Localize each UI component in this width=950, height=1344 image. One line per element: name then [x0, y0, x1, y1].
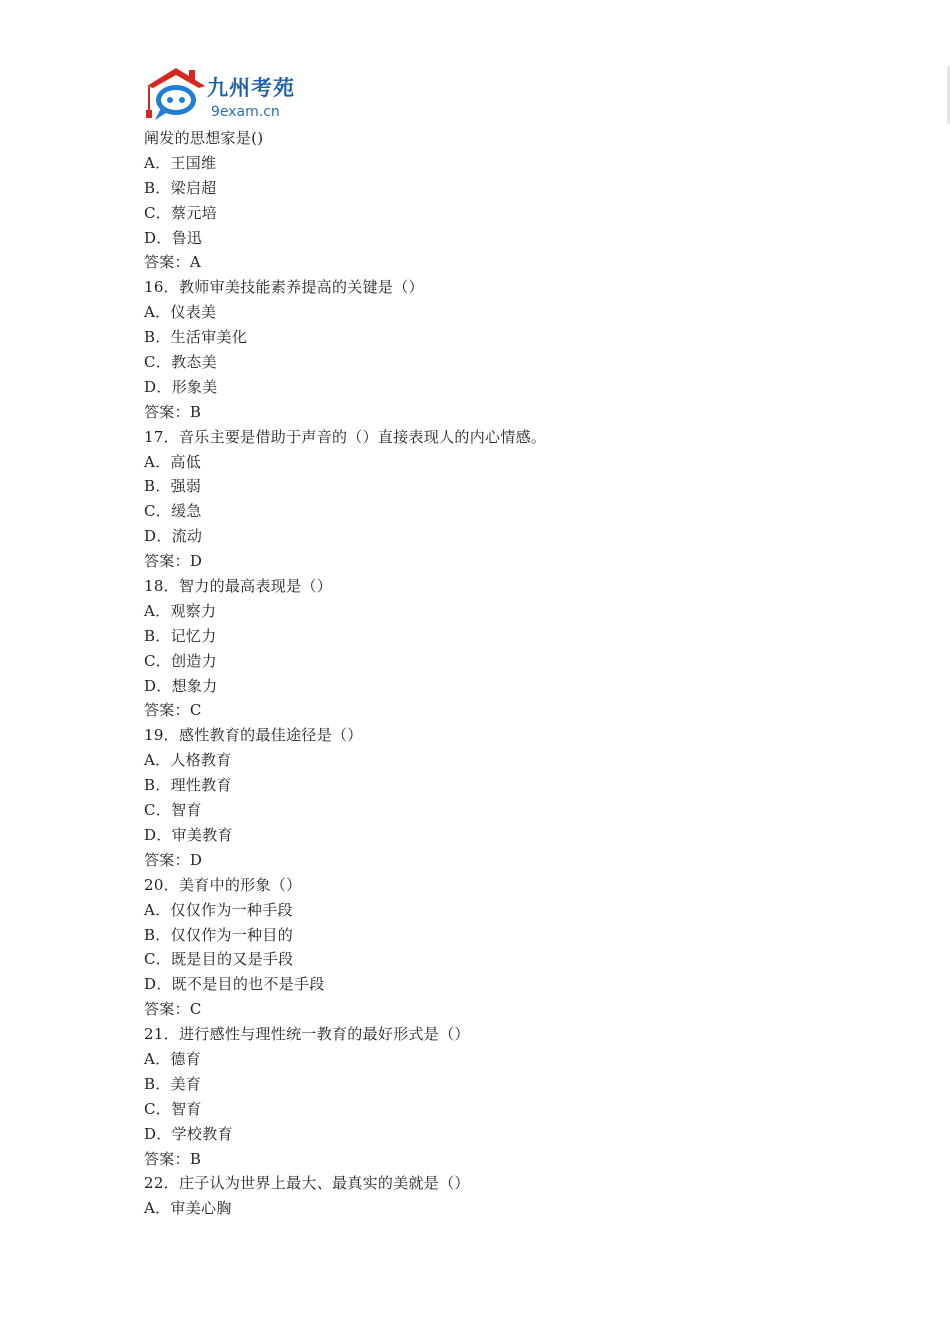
question-list [144, 126, 844, 1221]
option-line: B．生活审美化 [144, 328, 248, 347]
option-line: D．学校教育 [144, 1124, 233, 1143]
option-line: D．流动 [144, 527, 203, 546]
option-line: A．王国维 [144, 153, 217, 172]
question-line: 20．美育中的形象（） [144, 875, 302, 894]
option-line: D．审美教育 [144, 825, 233, 844]
option-line: A．审美心胸 [144, 1199, 232, 1218]
answer-line: 答案：C [144, 1000, 202, 1019]
question-line: 22．庄子认为世界上最大、最真实的美就是（） [144, 1174, 470, 1193]
question-line: 17．音乐主要是借助于声音的（）直接表现人的内心情感。 [144, 427, 547, 446]
answer-line: 答案：C [144, 701, 202, 720]
option-line: B．强弱 [144, 477, 202, 496]
answer-line: 答案：D [144, 850, 203, 869]
question-line: 19．感性教育的最佳途径是（） [144, 726, 363, 745]
site-logo [145, 66, 308, 124]
logo-domain: 9exam.cn [211, 104, 280, 120]
text-line: 阐发的思想家是() [144, 129, 264, 147]
option-line: D．想象力 [144, 676, 218, 695]
option-line: A．高低 [144, 452, 202, 471]
answer-line: 答案：B [144, 402, 202, 421]
option-line: C．蔡元培 [144, 203, 217, 222]
option-line: C．缓急 [144, 502, 202, 521]
option-line: B．理性教育 [144, 776, 232, 795]
graduation-cap-icon [145, 66, 207, 124]
question-line: 18．智力的最高表现是（） [144, 577, 332, 596]
question-line: 21．进行感性与理性统一教育的最好形式是（） [144, 1025, 470, 1044]
option-line: B．仅仅作为一种目的 [144, 925, 294, 944]
option-line: A．观察力 [144, 601, 217, 620]
option-line: A．仪表美 [144, 303, 217, 322]
option-line: D．鲁迅 [144, 228, 203, 247]
option-line: A．仅仅作为一种手段 [144, 900, 293, 919]
answer-line: 答案：A [144, 253, 202, 272]
option-line: D．形象美 [144, 377, 218, 396]
option-line: A．人格教育 [144, 751, 232, 770]
option-line: C．智育 [144, 1099, 202, 1118]
option-line: B．梁启超 [144, 178, 217, 197]
option-line: C．创造力 [144, 651, 217, 670]
option-line: C．既是目的又是手段 [144, 950, 294, 969]
logo-name: 九州考苑 [207, 76, 295, 100]
answer-line: 答案：B [144, 1149, 202, 1168]
question-line: 16．教师审美技能素养提高的关键是（） [144, 278, 424, 297]
option-line: B．记忆力 [144, 626, 217, 645]
option-line: B．美育 [144, 1074, 202, 1093]
answer-line: 答案：D [144, 552, 203, 571]
option-line: D．既不是目的也不是手段 [144, 975, 325, 994]
option-line: A．德育 [144, 1049, 202, 1068]
option-line: C．教态美 [144, 353, 217, 372]
option-line: C．智育 [144, 801, 202, 820]
